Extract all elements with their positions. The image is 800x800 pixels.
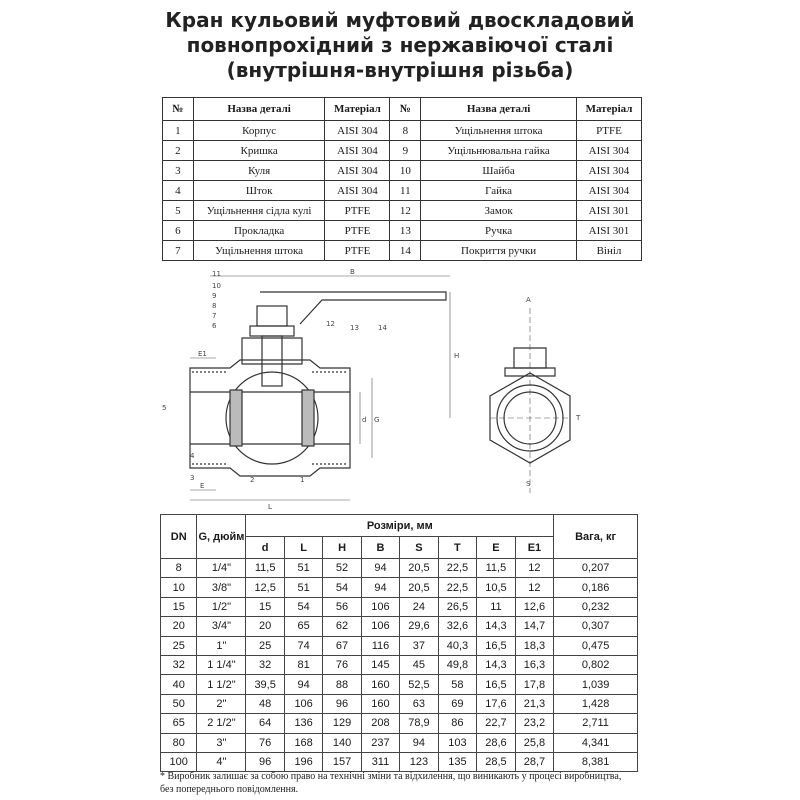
e-cell: 28,6: [477, 733, 516, 752]
footnote-line-2: без попереднього повідомлення.: [160, 784, 299, 795]
weight-cell: 1,039: [554, 675, 638, 694]
s-cell: 63: [400, 694, 439, 713]
dim-label-b: B: [350, 268, 355, 276]
weight-cell: 8,381: [554, 752, 638, 771]
part-number: 2: [163, 141, 194, 161]
h-cell: 129: [323, 714, 361, 733]
callout-4: 4: [190, 452, 195, 460]
col-header-e1: E1: [515, 537, 554, 559]
col-header-g: G, дюйм: [197, 515, 246, 559]
col-header-t: T: [438, 537, 477, 559]
part-number: 7: [163, 241, 194, 261]
e-cell: 17,6: [477, 694, 516, 713]
l-cell: 74: [284, 636, 322, 655]
part-number: 10: [390, 161, 421, 181]
h-cell: 52: [323, 559, 361, 578]
weight-cell: 0,186: [554, 578, 638, 597]
part-number: 13: [390, 221, 421, 241]
part-name: Шайба: [421, 161, 577, 181]
part-material: AISI 304: [325, 181, 390, 201]
e-cell: 16,5: [477, 675, 516, 694]
dims-table-row: [161, 714, 638, 733]
dim-label-h: H: [454, 352, 460, 360]
d-cell: 11,5: [246, 559, 285, 578]
part-name: Замок: [421, 201, 577, 221]
dims-table-row: [161, 655, 638, 674]
h-cell: 96: [323, 694, 361, 713]
dn-cell: 15: [161, 597, 197, 616]
l-cell: 51: [284, 578, 322, 597]
col-header-weight: Вага, кг: [554, 515, 638, 559]
dims-table-row: [161, 597, 638, 616]
parts-table-row: [163, 181, 642, 201]
handle-shape: [260, 292, 446, 324]
callout-8: 8: [212, 302, 217, 310]
s-cell: 52,5: [400, 675, 439, 694]
e1-cell: 21,3: [515, 694, 554, 713]
dn-cell: 100: [161, 752, 197, 771]
dn-cell: 25: [161, 636, 197, 655]
g-cell: 1 1/4": [197, 655, 246, 674]
e1-cell: 25,8: [515, 733, 554, 752]
col-header-e: E: [477, 537, 516, 559]
l-cell: 168: [284, 733, 322, 752]
parts-header-row: [163, 98, 642, 121]
t-cell: 22,5: [438, 559, 477, 578]
e1-cell: 14,7: [515, 617, 554, 636]
part-material: Вініл: [576, 241, 641, 261]
col-header-dn: DN: [161, 515, 197, 559]
weight-cell: 0,802: [554, 655, 638, 674]
dn-cell: 80: [161, 733, 197, 752]
col-header-l: L: [284, 537, 322, 559]
g-cell: 3": [197, 733, 246, 752]
t-cell: 40,3: [438, 636, 477, 655]
g-cell: 2 1/2": [197, 714, 246, 733]
part-material: PTFE: [325, 201, 390, 221]
e-cell: 22,7: [477, 714, 516, 733]
e1-cell: 18,3: [515, 636, 554, 655]
parts-table-row: [163, 121, 642, 141]
weight-cell: 0,475: [554, 636, 638, 655]
part-number: 6: [163, 221, 194, 241]
callout-1: 1: [300, 476, 305, 484]
e-cell: 10,5: [477, 578, 516, 597]
l-cell: 65: [284, 617, 322, 636]
view-label-a: A: [526, 296, 531, 304]
dim-label-s: S: [526, 480, 531, 488]
seat-right-shape: [302, 390, 314, 446]
g-cell: 3/8": [197, 578, 246, 597]
valve-technical-drawing: [150, 268, 650, 513]
s-cell: 24: [400, 597, 439, 616]
part-name: Ущільнення сідла кулі: [193, 201, 325, 221]
dims-table-row: [161, 733, 638, 752]
weight-cell: 0,307: [554, 617, 638, 636]
dim-label-e1: E1: [198, 350, 207, 358]
part-name: Ручка: [421, 221, 577, 241]
part-name: Ущільнення штока: [421, 121, 577, 141]
e-cell: 28,5: [477, 752, 516, 771]
part-material: AISI 304: [325, 161, 390, 181]
h-cell: 140: [323, 733, 361, 752]
seat-left-shape: [230, 390, 242, 446]
s-cell: 45: [400, 655, 439, 674]
part-material: AISI 301: [576, 201, 641, 221]
footnote: [160, 770, 650, 796]
d-cell: 96: [246, 752, 285, 771]
part-name: Ущільнення штока: [193, 241, 325, 261]
part-material: AISI 301: [576, 221, 641, 241]
b-cell: 94: [361, 559, 399, 578]
b-cell: 106: [361, 597, 399, 616]
body-outline: [190, 360, 350, 476]
dn-cell: 50: [161, 694, 197, 713]
col-header-part-name: Назва деталі: [421, 98, 577, 121]
part-name: Покриття ручки: [421, 241, 577, 261]
callout-13: 13: [350, 324, 359, 332]
t-cell: 26,5: [438, 597, 477, 616]
t-cell: 22,5: [438, 578, 477, 597]
l-cell: 196: [284, 752, 322, 771]
h-cell: 67: [323, 636, 361, 655]
dim-label-l: L: [268, 503, 272, 511]
dim-label-t: T: [576, 414, 581, 422]
part-material: PTFE: [325, 221, 390, 241]
part-name: Гайка: [421, 181, 577, 201]
col-header-part-name: Назва деталі: [193, 98, 325, 121]
e1-cell: 17,8: [515, 675, 554, 694]
g-cell: 1/4": [197, 559, 246, 578]
e1-cell: 12: [515, 559, 554, 578]
b-cell: 208: [361, 714, 399, 733]
part-material: PTFE: [576, 121, 641, 141]
part-material: AISI 304: [576, 161, 641, 181]
e1-cell: 16,3: [515, 655, 554, 674]
b-cell: 94: [361, 578, 399, 597]
col-header-d: d: [246, 537, 285, 559]
dn-cell: 20: [161, 617, 197, 636]
e-cell: 11,5: [477, 559, 516, 578]
part-number: 8: [390, 121, 421, 141]
b-cell: 116: [361, 636, 399, 655]
h-cell: 76: [323, 655, 361, 674]
dim-label-e: E: [200, 482, 205, 490]
l-cell: 81: [284, 655, 322, 674]
part-name: Куля: [193, 161, 325, 181]
g-cell: 1 1/2": [197, 675, 246, 694]
h-cell: 56: [323, 597, 361, 616]
col-header-no: №: [390, 98, 421, 121]
dims-table-row: [161, 578, 638, 597]
parts-table: [162, 97, 642, 261]
d-cell: 12,5: [246, 578, 285, 597]
callout-10: 10: [212, 282, 221, 290]
dn-cell: 40: [161, 675, 197, 694]
weight-cell: 0,207: [554, 559, 638, 578]
e1-cell: 28,7: [515, 752, 554, 771]
l-cell: 51: [284, 559, 322, 578]
col-header-material: Матеріал: [576, 98, 641, 121]
dims-header-row-1: [161, 515, 638, 537]
stem-shape: [262, 336, 282, 386]
col-header-sizes: Розміри, мм: [246, 515, 554, 537]
d-cell: 25: [246, 636, 285, 655]
e1-cell: 23,2: [515, 714, 554, 733]
weight-cell: 1,428: [554, 694, 638, 713]
weight-cell: 4,341: [554, 733, 638, 752]
s-cell: 123: [400, 752, 439, 771]
weight-cell: 2,711: [554, 714, 638, 733]
dim-label-d: d: [362, 416, 367, 424]
part-name: Шток: [193, 181, 325, 201]
part-number: 4: [163, 181, 194, 201]
d-cell: 39,5: [246, 675, 285, 694]
part-material: AISI 304: [325, 121, 390, 141]
part-material: AISI 304: [325, 141, 390, 161]
dims-table-row: [161, 675, 638, 694]
e-cell: 14,3: [477, 617, 516, 636]
e-cell: 16,5: [477, 636, 516, 655]
dn-cell: 10: [161, 578, 197, 597]
dn-cell: 32: [161, 655, 197, 674]
part-name: Кришка: [193, 141, 325, 161]
part-material: PTFE: [325, 241, 390, 261]
t-cell: 135: [438, 752, 477, 771]
dn-cell: 65: [161, 714, 197, 733]
e-cell: 11: [477, 597, 516, 616]
dims-table-row: [161, 694, 638, 713]
g-cell: 3/4": [197, 617, 246, 636]
col-header-no: №: [163, 98, 194, 121]
t-cell: 32,6: [438, 617, 477, 636]
g-cell: 1/2": [197, 597, 246, 616]
e1-cell: 12: [515, 578, 554, 597]
dn-cell: 8: [161, 559, 197, 578]
callout-11: 11: [212, 270, 221, 278]
part-number: 11: [390, 181, 421, 201]
l-cell: 136: [284, 714, 322, 733]
d-cell: 32: [246, 655, 285, 674]
callout-6: 6: [212, 322, 217, 330]
stem-nut-shape: [257, 306, 287, 326]
e-cell: 14,3: [477, 655, 516, 674]
weight-cell: 0,232: [554, 597, 638, 616]
col-header-h: H: [323, 537, 361, 559]
l-cell: 94: [284, 675, 322, 694]
footnote-line-1: * Виробник залишає за собою право на технічні зміни та відхилення, що виникають у процесі виробництва,: [160, 771, 622, 782]
callout-3: 3: [190, 474, 195, 482]
h-cell: 62: [323, 617, 361, 636]
h-cell: 54: [323, 578, 361, 597]
dimensions-table: [160, 514, 638, 772]
s-cell: 20,5: [400, 578, 439, 597]
d-cell: 64: [246, 714, 285, 733]
d-cell: 20: [246, 617, 285, 636]
parts-table-row: [163, 221, 642, 241]
b-cell: 160: [361, 694, 399, 713]
part-number: 14: [390, 241, 421, 261]
title-line-1: Кран кульовий муфтовий двоскладовий: [165, 8, 635, 32]
e1-cell: 12,6: [515, 597, 554, 616]
g-cell: 4": [197, 752, 246, 771]
callout-2: 2: [250, 476, 255, 484]
dims-table-row: [161, 617, 638, 636]
part-number: 12: [390, 201, 421, 221]
part-name: Корпус: [193, 121, 325, 141]
callout-9: 9: [212, 292, 217, 300]
part-number: 9: [390, 141, 421, 161]
l-cell: 54: [284, 597, 322, 616]
s-cell: 29,6: [400, 617, 439, 636]
part-material: AISI 304: [576, 181, 641, 201]
callout-12: 12: [326, 320, 335, 328]
part-name: Ущільнювальна гайка: [421, 141, 577, 161]
parts-table-row: [163, 201, 642, 221]
t-cell: 69: [438, 694, 477, 713]
g-cell: 2": [197, 694, 246, 713]
part-number: 1: [163, 121, 194, 141]
part-number: 5: [163, 201, 194, 221]
h-cell: 157: [323, 752, 361, 771]
d-cell: 15: [246, 597, 285, 616]
s-cell: 78,9: [400, 714, 439, 733]
s-cell: 37: [400, 636, 439, 655]
d-cell: 48: [246, 694, 285, 713]
part-name: Прокладка: [193, 221, 325, 241]
page-title: [0, 8, 800, 83]
t-cell: 49,8: [438, 655, 477, 674]
s-cell: 94: [400, 733, 439, 752]
dims-table-row: [161, 636, 638, 655]
l-cell: 106: [284, 694, 322, 713]
callout-5: 5: [162, 404, 167, 412]
b-cell: 145: [361, 655, 399, 674]
col-header-material: Матеріал: [325, 98, 390, 121]
callout-14: 14: [378, 324, 387, 332]
part-number: 3: [163, 161, 194, 181]
part-material: AISI 304: [576, 141, 641, 161]
b-cell: 237: [361, 733, 399, 752]
b-cell: 106: [361, 617, 399, 636]
parts-table-row: [163, 161, 642, 181]
title-line-2: повнопрохідний з нержавіючої сталі: [186, 33, 614, 57]
parts-table-row: [163, 141, 642, 161]
b-cell: 311: [361, 752, 399, 771]
dims-table-row: [161, 752, 638, 771]
lock-washer-shape: [250, 326, 294, 336]
dims-table-row: [161, 559, 638, 578]
callout-7: 7: [212, 312, 217, 320]
t-cell: 103: [438, 733, 477, 752]
b-cell: 160: [361, 675, 399, 694]
t-cell: 86: [438, 714, 477, 733]
d-cell: 76: [246, 733, 285, 752]
col-header-s: S: [400, 537, 439, 559]
parts-table-row: [163, 241, 642, 261]
t-cell: 58: [438, 675, 477, 694]
col-header-b: B: [361, 537, 399, 559]
s-cell: 20,5: [400, 559, 439, 578]
dim-label-g: G: [374, 416, 380, 424]
h-cell: 88: [323, 675, 361, 694]
title-line-3: (внутрішня-внутрішня різьба): [226, 58, 574, 82]
g-cell: 1": [197, 636, 246, 655]
